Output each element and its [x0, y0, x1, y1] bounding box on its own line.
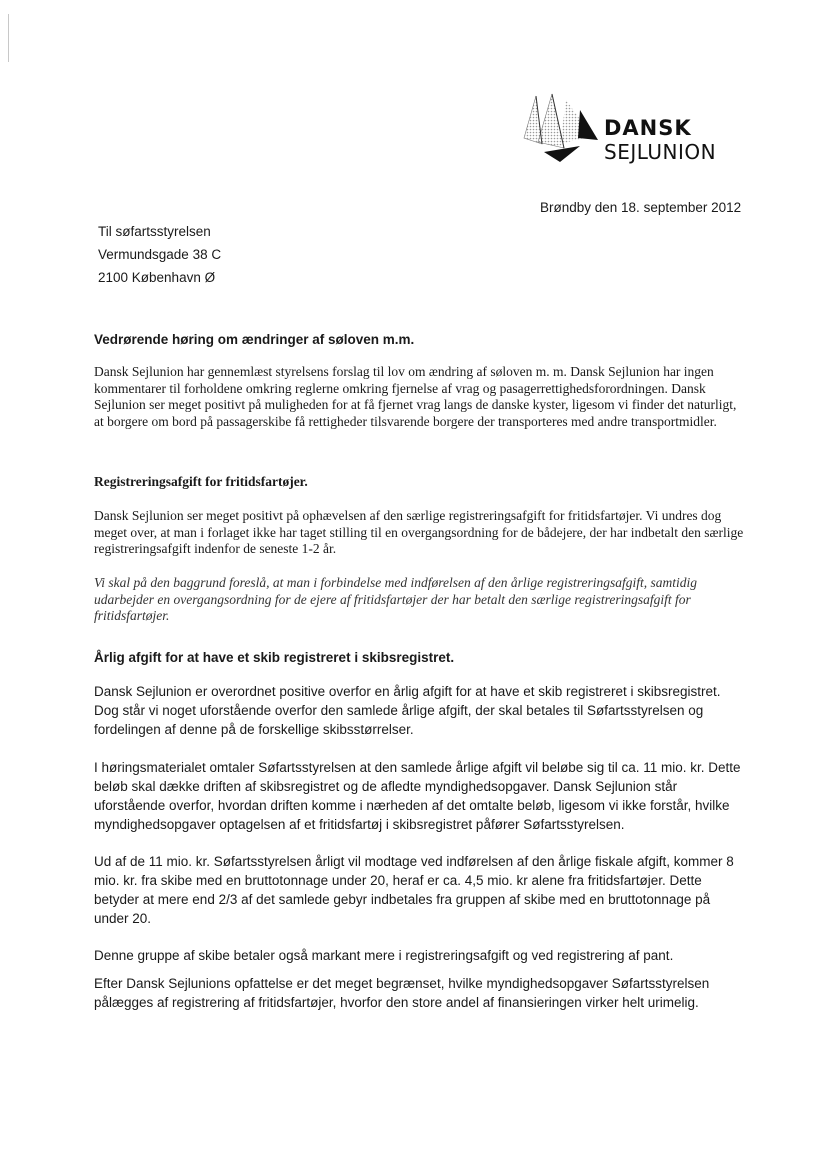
scan-edge-mark	[8, 14, 9, 62]
recipient-line: Til søfartsstyrelsen	[98, 224, 211, 239]
registration-heading: Registreringsafgift for fritidsfartøjer.	[94, 474, 308, 489]
registration-proposal: Vi skal på den baggrund foreslå, at man i forbindelse med indførelsen af den årlige registreringsafgift, samtidig udarbejder en overgangsordning for de ejere af fritidsfartøjer der har betalt den særlige registreringsafgift for fritidsfartøjer.	[94, 575, 697, 623]
logo-wordmark-line2: SEJLUNION	[604, 140, 717, 164]
recipient-line: Vermundsgade 38 C	[98, 247, 222, 262]
annual-fee-paragraph: Efter Dansk Sejlunions opfattelse er det meget begrænset, hvilke myndighedsopgaver Søfartsstyrelsen pålægges af registrering af fritidsfartøjer, hvorfor den store andel af finansieringen virker helt urimelig.	[94, 976, 710, 1010]
registration-paragraph: Dansk Sejlunion ser meget positivt på ophævelsen af den særlige registreringsafgift for fritidsfartøjer. Vi undres dog meget over, at man i forlaget ikke har taget stilling til en overgangsordning for de bådejere, der har indbetalt den særlige registreringsafgift indenfor de seneste 1-2 år.	[94, 508, 744, 556]
annual-fee-paragraph: Denne gruppe af skibe betaler også markant mere i registreringsafgift og ved registrering af pant.	[94, 948, 674, 963]
annual-fee-paragraph: Dansk Sejlunion er overordnet positive overfor en årlig afgift for at have et skib registreret i skibsregistret. Dog står vi noget uforstående overfor den samlede årlige afgift, der skal betales til Søfartsstyrelsen og fordelingen af denne på de forskellige skibsstørrelser.	[94, 684, 721, 737]
dansk-sejlunion-logo	[520, 92, 750, 172]
recipient-address	[98, 220, 221, 289]
subject-heading: Vedrørende høring om ændringer af søloven m.m.	[94, 332, 415, 347]
annual-fee-paragraph: Ud af de 11 mio. kr. Søfartsstyrelsen årligt vil modtage ved indførelsen af den årlige fiskale afgift, kommer 8 mio. kr. fra skibe med en bruttotonnage under 20, heraf er ca. 4,5 mio. kr alene fra fritidsfartøjer. Dette betyder at mere end 2/3 af det samlede gebyr indbetales fra gruppen af skibe med en bruttotonnage på under 20.	[94, 854, 734, 926]
sail-icon	[520, 92, 610, 172]
intro-paragraph: Dansk Sejlunion har gennemlæst styrelsens forslag til lov om ændring af søloven m. m. Dansk Sejlunion har ingen kommentarer til forholdene omkring reglerne omkring fjernelse af vrag og pasagerrettighedsforordningen. Dansk Sejlunion ser meget positivt på muligheden for at få fjernet vrag langs de danske kyster, ligesom vi finder det naturligt, at borgere om bord på passagerskibe få rettigheder tilsvarende borgere der transporteres med andre transportmidler.	[94, 364, 737, 429]
letter-date: Brøndby den 18. september 2012	[540, 200, 742, 215]
recipient-line: 2100 København Ø	[98, 270, 216, 285]
logo-wordmark-line1: DANSK	[604, 116, 692, 140]
annual-fee-paragraph: I høringsmaterialet omtaler Søfartsstyrelsen at den samlede årlige afgift vil beløbe sig til ca. 11 mio. kr. Dette beløb skal dække driften af skibsregistret og de afledte myndighedsopgaver. Dansk Sejlunion står uforstående overfor, hvordan driften komme i nærheden af det omtalte beløb, ligesom vi ikke forstår, hvilke myndighedsopgaver optagelsen af et fritidsfartøj i skibsregistret påfører Søfartsstyrelsen.	[94, 760, 741, 832]
annual-fee-heading: Årlig afgift for at have et skib registreret i skibsregistret.	[94, 650, 455, 665]
